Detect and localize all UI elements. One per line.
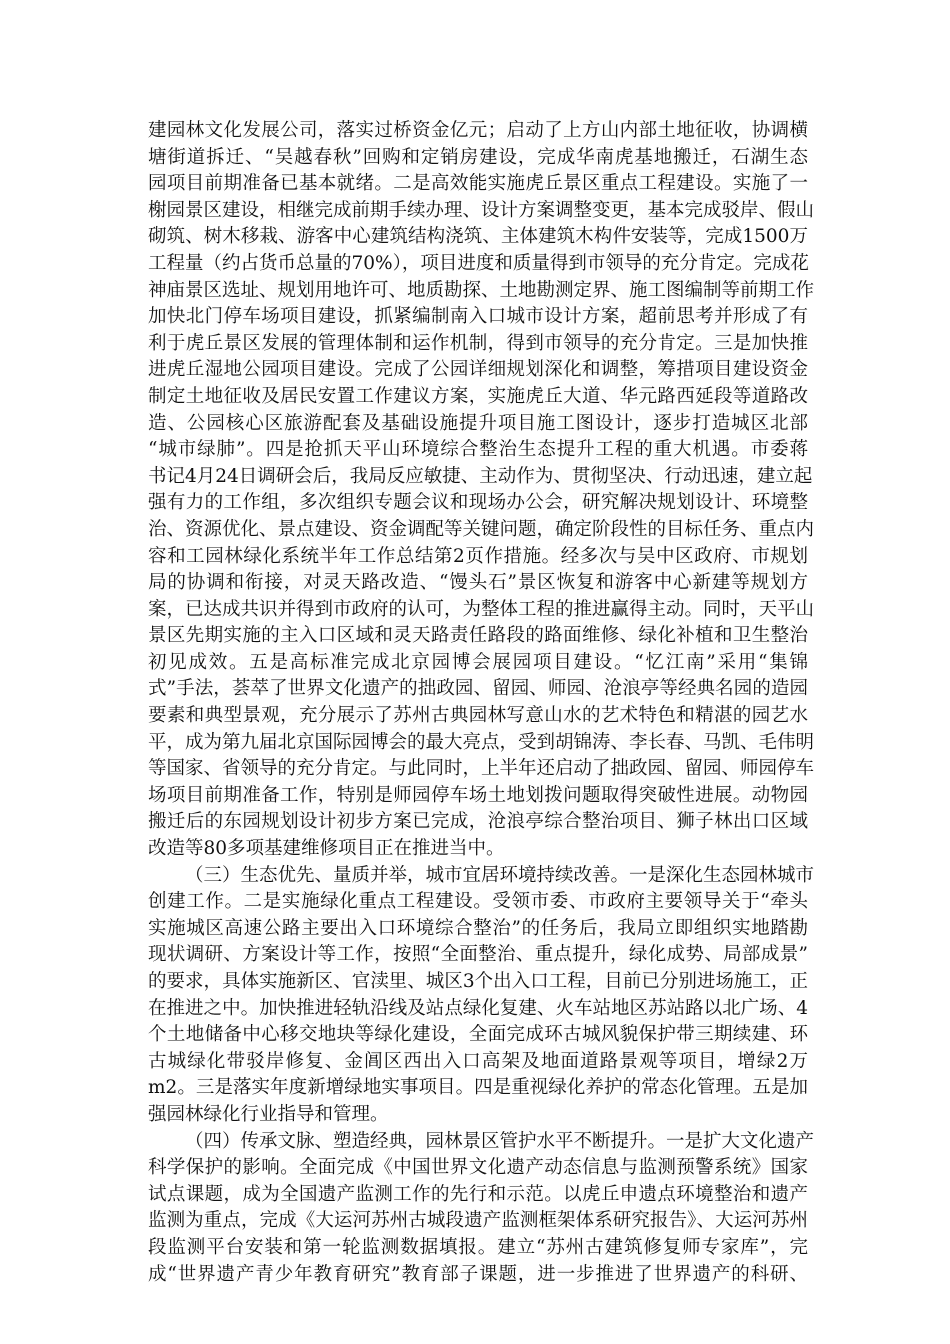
text-line: 书记4月24日调研会后，我局反应敏捷、主动作为、贯彻坚决、行动迅速，建立起 bbox=[148, 465, 813, 487]
text-line: 式”手法，荟萃了世界文化遗产的拙政园、留园、师园、沧浪亭等经典名园的造园 bbox=[148, 678, 808, 700]
text-line: 在推进之中。加快推进轻轨沿线及站点绿化复建、火车站地区苏站路以北广场、4 bbox=[148, 997, 808, 1019]
text-line: 容和工园林绿化系统半年工作总结第2页作措施。经多次与吴中区政府、市规划 bbox=[148, 545, 808, 567]
text-line: 案，已达成共识并得到市政府的认可，为整体工程的推进赢得主动。同时，天平山 bbox=[148, 598, 815, 620]
text-line: 试点课题，成为全国遗产监测工作的先行和示范。以虎丘申遗点环境整治和遗产 bbox=[148, 1183, 808, 1205]
text-line: 砌筑、树木移栽、游客中心建筑结构浇筑、主体建筑木构件安装等，完成1500万 bbox=[148, 226, 808, 248]
text-line: 园项目前期准备已基本就绪。二是高效能实施虎丘景区重点工程建设。实施了一 bbox=[148, 173, 808, 195]
text-line: 搬迁后的东园规划设计初步方案已完成，沧浪亭综合整治项目、狮子林出口区域 bbox=[148, 811, 808, 833]
text-line: （四）传承文脉、塑造经典，园林景区管护水平不断提升。一是扩大文化遗产 bbox=[185, 1130, 815, 1152]
text-line: 监测为重点，完成《大运河苏州古城段遗产监测框架体系研究报告》、大运河苏州 bbox=[148, 1210, 808, 1232]
text-line: 利于虎丘景区发展的管理体制和运作机制，得到市领导的充分肯定。三是加快推 bbox=[148, 332, 808, 354]
text-line: 个土地储备中心移交地块等绿化建设，全面完成环古城风貌保护带三期续建、环 bbox=[148, 1024, 808, 1046]
text-line: 初见成效。五是高标准完成北京园博会展园项目建设。“忆江南”采用“集锦 bbox=[148, 651, 808, 673]
text-line: 科学保护的影响。全面完成《中国世界文化遗产动态信息与监测预警系统》国家 bbox=[148, 1157, 808, 1179]
text-line: 等国家、省领导的充分肯定。与此同时，上半年还启动了拙政园、留园、师园停车 bbox=[148, 758, 815, 780]
text-line: 建园林文化发展公司，落实过桥资金亿元；启动了上方山内部土地征收，协调横 bbox=[148, 120, 808, 141]
text-line: 古城绿化带驳岸修复、金阊区西出入口高架及地面道路景观等项目，增绿2万 bbox=[148, 1050, 808, 1072]
text-line: 成“世界遗产青少年教育研究”教育部子课题，进一步推进了世界遗产的科研、 bbox=[148, 1263, 808, 1285]
text-line: 加快北门停车场项目建设，抓紧编制南入口城市设计方案，超前思考并形成了有 bbox=[148, 306, 808, 328]
text-line: 神庙景区选址、规划用地许可、地质勘探、土地勘测定界、施工图编制等前期工作 bbox=[148, 279, 815, 301]
text-line: 的要求，具体实施新区、官渎里、城区3个出入口工程，目前已分别进场施工，正 bbox=[148, 971, 808, 992]
text-line: m2。三是落实年度新增绿地实事项目。四是重视绿化养护的常态化管理。五是加 bbox=[148, 1077, 808, 1099]
text-line: “城市绿肺”。四是抢抓天平山环境综合整治生态提升工程的重大机遇。市委蒋 bbox=[148, 439, 808, 461]
text-line: 造、公园核心区旅游配套及基础设施提升项目施工图设计，逐步打造城区北部 bbox=[148, 412, 808, 434]
text-line: 现状调研、方案设计等工作，按照“全面整治、重点提升，绿化成势、局部成景” bbox=[148, 944, 808, 966]
text-line: 平，成为第九届北京国际园博会的最大亮点，受到胡锦涛、李长春、马凯、毛伟明 bbox=[148, 731, 815, 753]
text-line: 实施城区高速公路主要出入口环境综合整治”的任务后，我局立即组织实地踏勘 bbox=[148, 917, 808, 939]
text-line: 段监测平台安装和第一轮监测数据填报。建立“苏州古建筑修复师专家库”，完 bbox=[148, 1236, 808, 1258]
text-line: 场项目前期准备工作，特别是师园停车场土地划拨问题取得突破性进展。动物园 bbox=[148, 784, 808, 806]
text-line: （三）生态优先、量质并举，城市宜居环境持续改善。一是深化生态园林城市 bbox=[185, 864, 815, 886]
text-line: 塘街道拆迁、“吴越春秋”回购和定销房建设，完成华南虎基地搬迁，石湖生态 bbox=[148, 146, 808, 168]
text-line: 榭园景区建设，相继完成前期手续办理、设计方案调整变更，基本完成驳岸、假山 bbox=[148, 199, 815, 221]
text-line: 工程量（约占货币总量的70%），项目进度和质量得到市领导的充分肯定。完成花 bbox=[148, 252, 809, 274]
text-line: 进虎丘湿地公园项目建设。完成了公园详细规划深化和调整，筹措项目建设资金 bbox=[148, 359, 808, 381]
text-line: 要素和典型景观，充分展示了苏州古典园林写意山水的艺术特色和精湛的园艺水 bbox=[148, 705, 808, 727]
text-line: 局的协调和衔接，对灵天路改造、“馒头石”景区恢复和游客中心新建等规划方 bbox=[148, 572, 808, 594]
text-line: 强有力的工作组，多次组织专题会议和现场办公会，研究解决规划设计、环境整 bbox=[148, 492, 808, 514]
text-line: 强园林绿化行业指导和管理。 bbox=[148, 1103, 389, 1125]
body-text bbox=[148, 118, 815, 1288]
text-line: 改造等80多项基建维修项目正在推进当中。 bbox=[148, 838, 505, 860]
text-line: 治、资源优化、景点建设、资金调配等关键问题，确定阶段性的目标任务、重点内 bbox=[148, 518, 815, 540]
text-line: 制定土地征收及居民安置工作建议方案，实施虎丘大道、华元路西延段等道路改 bbox=[148, 385, 808, 407]
text-line: 景区先期实施的主入口区域和灵天路责任路段的路面维修、绿化补植和卫生整治 bbox=[148, 625, 808, 647]
text-line: 创建工作。二是实施绿化重点工程建设。受领市委、市政府主要领导关于“牵头 bbox=[148, 891, 808, 913]
